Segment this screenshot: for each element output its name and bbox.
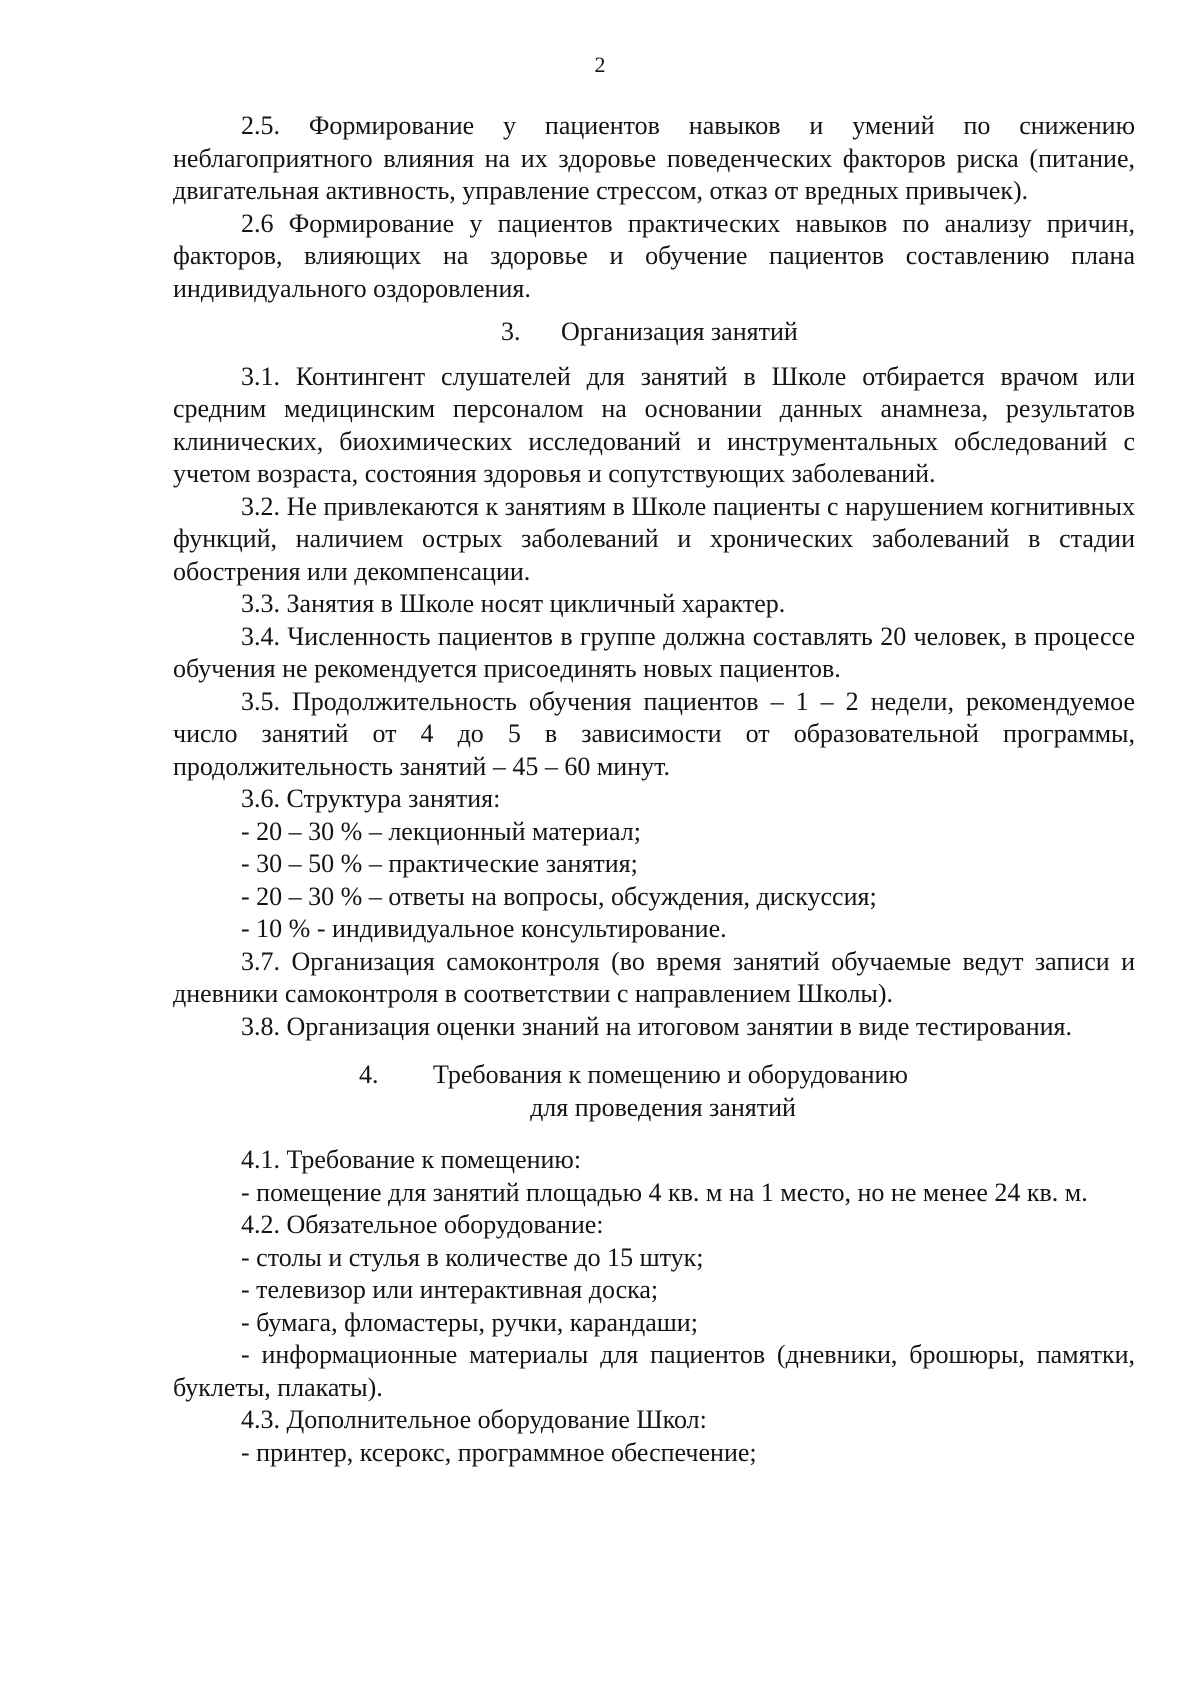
list-item: - принтер, ксерокс, программное обеспечение; (241, 1437, 757, 1467)
list-item: - 30 – 50 % – практические занятия; (241, 849, 638, 878)
section-3-number: 3. (501, 317, 521, 346)
list-item: - 10 % - индивидуальное консультирование. (241, 914, 727, 943)
paragraph-2-6: 2.6 Формирование у пациентов практических навыков по анализу причин, факторов, влияющих на здоровье и обучение пациентов составлению плана индивидуального оздоровления. (173, 208, 1135, 303)
list-item: - информационные материалы для пациентов (дневники, брошюры, памятки, буклеты, плакаты). (173, 1340, 1135, 1402)
paragraph-3-7: 3.7. Организация самоконтроля (во время занятий обучаемые ведут записи и дневники самоконтроля в соответствии с направлением Школы). (173, 946, 1135, 1008)
section-3-heading (173, 316, 1135, 349)
paragraph-4-1: 4.1. Требование к помещению: (241, 1145, 582, 1174)
paragraph-3-6: 3.6. Структура занятия: (241, 784, 501, 813)
paragraph-3-2: 3.2. Не привлекаются к занятиям в Школе пациенты с нарушением когнитивных функций, наличием острых заболеваний и хронических заболеваний в стадии обострения или декомпенсации. (173, 491, 1135, 586)
section-4-title-line1: Требования к помещению и оборудованию (433, 1060, 908, 1089)
list-item: - 20 – 30 % – лекционный материал; (241, 816, 641, 846)
section-4-heading (173, 1059, 1135, 1124)
section-3-title: Организация занятий (561, 317, 798, 346)
paragraph-4-3: 4.3. Дополнительное оборудование Школ: (241, 1405, 707, 1434)
paragraph-3-1: 3.1. Контингент слушателей для занятий в Школе отбирается врачом или средним медицинским персоналом на основании данных анамнеза, результатов клинических, биохимических исследований и инструментальных обследований с учетом возраста, состояния здоровья и сопутствующих заболеваний. (173, 361, 1135, 488)
list-item: - 20 – 30 % – ответы на вопросы, обсуждения, дискуссия; (241, 881, 877, 911)
page-number: 2 (594, 52, 606, 77)
document-body (173, 110, 1135, 1469)
paragraph-3-4: 3.4. Численность пациентов в группе должна составлять 20 человек, в процессе обучения не рекомендуется присоединять новых пациентов. (173, 621, 1135, 683)
list-item: - бумага, фломастеры, ручки, карандаши; (241, 1307, 698, 1337)
paragraph-3-8: 3.8. Организация оценки знаний на итоговом занятии в виде тестирования. (241, 1011, 1072, 1041)
section-4-number: 4. (359, 1060, 379, 1089)
list-item: - телевизор или интерактивная доска; (241, 1275, 659, 1304)
paragraph-4-2: 4.2. Обязательное оборудование: (241, 1210, 604, 1239)
list-item: - столы и стулья в количестве до 15 штук; (241, 1242, 704, 1272)
paragraph-2-5: 2.5. Формирование у пациентов навыков и умений по снижению неблагоприятного влияния на их здоровье поведенческих факторов риска (питание, двигательная активность, управление стрессом, отказ от вредных привычек). (173, 111, 1135, 205)
list-item: - помещение для занятий площадью 4 кв. м на 1 место, но не менее 24 кв. м. (241, 1177, 1088, 1207)
paragraph-3-3: 3.3. Занятия в Школе носят цикличный характер. (241, 589, 786, 618)
section-4-title-line2: для проведения занятий (530, 1092, 796, 1122)
paragraph-3-5: 3.5. Продолжительность обучения пациентов – 1 – 2 недели, рекомендуемое число занятий от 4 до 5 в зависимости от образовательной программы, продолжительность занятий – 45 – 60 минут. (173, 686, 1135, 781)
